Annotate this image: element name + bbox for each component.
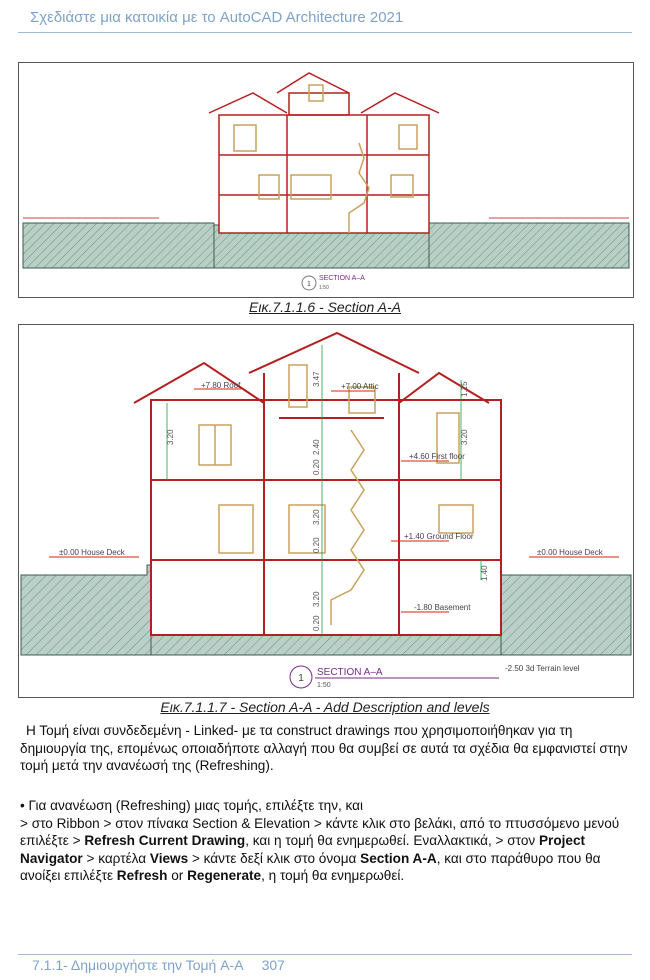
header-title: Σχεδιάστε μια κατοικία με το AutoCAD Architecture 2021 bbox=[30, 9, 404, 26]
section-tag-number: 1 bbox=[307, 281, 311, 288]
svg-text:0.20: 0.20 bbox=[312, 459, 321, 475]
paragraph-refresh-instructions: • Για ανανέωση (Refreshing) μιας τομής, επιλέξτε την, και > στο Ribbon > στον πίνακα Section & Elevation > κάντε κλικ στο βελάκι, από το πτυσσόμενο μενού επιλέξτε > Refresh Current Drawing, και η τομή θα ενημερωθεί. Εναλλακτικά, > στον Project Navigator > καρτέλα Views > κάντε δεξί κλικ στο όνομα Section A-A, και στο παράθυρο που θα ανοίξει επιλέξτε Refresh or Regenerate, η τομή θα ενημερωθεί. bbox=[20, 797, 632, 885]
svg-text:3.20: 3.20 bbox=[312, 591, 321, 607]
level-basement: -1.80 Basement bbox=[414, 603, 471, 612]
building-section bbox=[209, 73, 439, 233]
section-tag bbox=[290, 666, 499, 689]
svg-text:1.15: 1.15 bbox=[460, 381, 469, 397]
refresh-intro: • Για ανανέωση (Refreshing) μιας τομής, επιλέξτε την, και bbox=[20, 798, 364, 813]
level-terrain: -2.50 3d Terrain level bbox=[505, 664, 580, 673]
level-attic: +7.00 Attic bbox=[341, 382, 379, 391]
section-tag-scale: 1:50 bbox=[319, 285, 329, 291]
level-first-floor: +4.60 First floor bbox=[409, 452, 465, 461]
page-number: 307 bbox=[261, 957, 285, 973]
figure-section-with-levels bbox=[18, 324, 634, 698]
svg-text:3.20: 3.20 bbox=[166, 429, 175, 445]
regenerate-option: Regenerate bbox=[187, 868, 262, 883]
views-tab: Views bbox=[149, 850, 189, 866]
svg-text:3.20: 3.20 bbox=[460, 429, 469, 445]
section-tag-number: 1 bbox=[298, 673, 304, 684]
svg-text:1.40: 1.40 bbox=[480, 565, 489, 581]
footer bbox=[32, 957, 303, 973]
section-tag bbox=[302, 275, 365, 291]
project-navigator: Project Navigator bbox=[20, 833, 586, 866]
section-tag-scale: 1:50 bbox=[317, 682, 331, 689]
paragraph-linked-explanation: Η Τομή είναι συνδεδεμένη - Linked- με τα construct drawings που χρησιμοποιήθηκαν για τη δημιουργία της, επομένως οποιαδήποτε αλλαγή που θα συμβεί σε αυτά τα σχέδια θα εμφανιστεί στην τομή μετά την ανανέωσή της (Refreshing). bbox=[20, 723, 628, 773]
section-tag-title: SECTION A–A bbox=[317, 667, 383, 678]
level-deck-right: ±0.00 House Deck bbox=[537, 548, 603, 557]
svg-text:3.20: 3.20 bbox=[312, 509, 321, 525]
svg-text:3.47: 3.47 bbox=[312, 371, 321, 387]
svg-text:0.20: 0.20 bbox=[312, 615, 321, 631]
section-name: Section A-A bbox=[360, 850, 437, 866]
figure-section-drawing bbox=[18, 62, 634, 298]
level-deck-left: ±0.00 House Deck bbox=[59, 548, 125, 557]
svg-text:0.20: 0.20 bbox=[312, 537, 321, 553]
svg-text:2.40: 2.40 bbox=[312, 439, 321, 455]
level-roof: +7.80 Roof bbox=[201, 381, 241, 390]
section-tag-title: SECTION A–A bbox=[319, 275, 365, 282]
figure1-caption: Εικ.7.1.1.6 - Section A-A bbox=[249, 299, 401, 315]
level-ground-floor: +1.40 Ground Floor bbox=[404, 532, 474, 541]
header-rule bbox=[18, 32, 632, 33]
refresh-current-drawing: Refresh Current Drawing bbox=[84, 833, 246, 848]
figure2-caption: Εικ.7.1.1.7 - Section A-A - Add Description and levels bbox=[160, 699, 490, 715]
footer-section: 7.1.1- Δημιουργήστε την Τομή A-A bbox=[32, 957, 244, 973]
footer-rule bbox=[18, 954, 632, 955]
refresh-option: Refresh bbox=[116, 868, 168, 883]
